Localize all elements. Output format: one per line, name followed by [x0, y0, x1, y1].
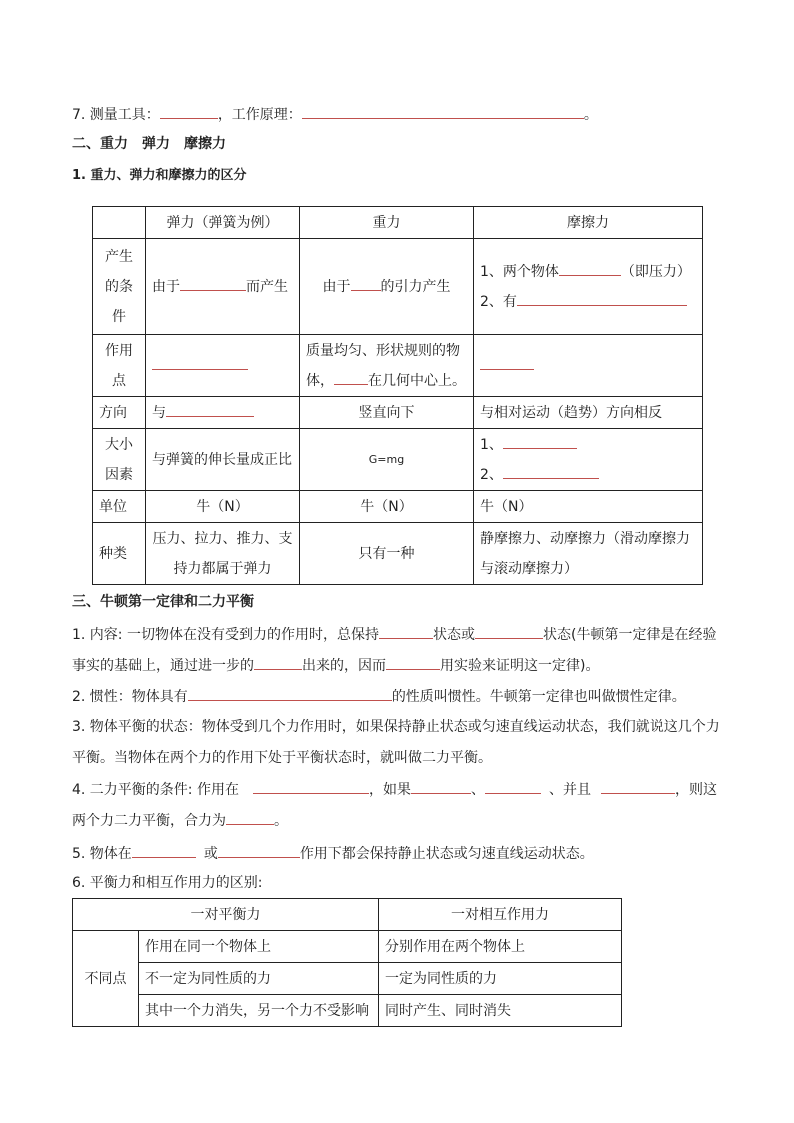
- para-4-line-1: 4. 二力平衡的条件: 作用在 ，如果 、 、并且 ，则这: [72, 779, 717, 800]
- cell-elastic-direction: 与: [146, 397, 300, 429]
- blank-net-force[interactable]: [226, 810, 274, 825]
- table-row: 不一定为同性质的力: [139, 963, 379, 995]
- row-label-size: 大小 因素: [93, 429, 146, 491]
- table-row: 同时产生、同时消失: [379, 995, 622, 1027]
- blank-friction-factor-1[interactable]: [503, 434, 577, 449]
- blank-state-2[interactable]: [475, 624, 543, 639]
- blank-elastic-point[interactable]: [152, 355, 248, 370]
- cell-gravity-condition: 由于 的引力产生: [300, 239, 474, 335]
- blank-gravity-center[interactable]: [334, 370, 368, 385]
- row-label-point: 作用 点: [93, 335, 146, 397]
- table-row: 分别作用在两个物体上: [379, 931, 622, 963]
- blank-balanced-force[interactable]: [218, 843, 300, 858]
- blank-friction-factor-2[interactable]: [503, 464, 599, 479]
- item-7: 7. 测量工具： ，工作原理： 。: [72, 104, 598, 125]
- item7-prefix: 7. 测量工具：: [72, 107, 160, 123]
- row-label-difference: 不同点: [73, 931, 139, 1027]
- cell-friction-kind: 静摩擦力、动摩擦力（滑动摩擦力 与滚动摩擦力）: [474, 523, 703, 585]
- para-2: 2. 惯性：物体具有 的性质叫惯性。牛顿第一定律也叫做惯性定律。: [72, 686, 686, 707]
- cell-gravity-size: G=mg: [300, 429, 474, 491]
- header-friction: 摩擦力: [474, 207, 703, 239]
- table-row: 其中一个力消失，另一个力不受影响: [139, 995, 379, 1027]
- section-2-sub1: 1. 重力、弹力和摩擦力的区分: [72, 168, 247, 183]
- cell-gravity-kind: 只有一种: [300, 523, 474, 585]
- cell-elastic-kind: 压力、拉力、推力、支 持力都属于弹力: [146, 523, 300, 585]
- blank-gravity-cause[interactable]: [351, 276, 381, 291]
- table-corner: [93, 207, 146, 239]
- section-3-title: 三、牛顿第一定律和二力平衡: [72, 594, 254, 610]
- blank-friction-contact[interactable]: [559, 261, 621, 276]
- blank-inertia[interactable]: [188, 686, 392, 701]
- cell-elastic-size: 与弹簧的伸长量成正比: [146, 429, 300, 491]
- item7-mid: ，工作原理：: [217, 107, 302, 123]
- para-4-line-2: 两个力二力平衡，合力为 。: [72, 810, 288, 831]
- force-comparison-table: [92, 206, 703, 585]
- cell-friction-condition: 1、两个物体 （即压力） 2、有: [474, 239, 703, 335]
- cell-elastic-condition: 由于 而产生: [146, 239, 300, 335]
- blank-same-line[interactable]: [601, 779, 675, 794]
- para-3-line-2: 平衡。当物体在两个力的作用下处于平衡状态时，就叫做二力平衡。: [72, 750, 492, 766]
- blank-reasoning[interactable]: [254, 655, 302, 670]
- para-3-line-1: 3. 物体平衡的状态：物体受到几个力作用时，如果保持静止状态或匀速直线运动状态，我们就说这几个力: [72, 719, 720, 735]
- cell-friction-direction: 与相对运动（趋势）方向相反: [474, 397, 703, 429]
- cell-elastic-point: [146, 335, 300, 397]
- cell-friction-size: 1、 2、: [474, 429, 703, 491]
- row-label-direction: 方向: [93, 397, 146, 429]
- row-label-unit: 单位: [93, 491, 146, 523]
- row-label-kind: 种类: [93, 523, 146, 585]
- row-label-condition: 产生 的条 件: [93, 239, 146, 335]
- blank-cannot[interactable]: [386, 655, 440, 670]
- para-1-line-2: 事实的基础上，通过进一步的 出来的，因而 用实验来证明这一定律)。: [72, 655, 599, 676]
- header-interaction-pair: 一对相互作用力: [379, 899, 622, 931]
- para-1-line-1: 1. 内容: 一切物体在没有受到力的作用时，总保持 状态或 状态(牛顿第一定律是在经验: [72, 624, 716, 645]
- header-balanced-pair: 一对平衡力: [73, 899, 379, 931]
- header-elastic: 弹力（弹簧为例）: [146, 207, 300, 239]
- header-gravity: 重力: [300, 207, 474, 239]
- blank-no-force[interactable]: [132, 843, 196, 858]
- blank-elastic-cause[interactable]: [180, 276, 246, 291]
- blank-state-1[interactable]: [379, 624, 433, 639]
- cell-gravity-point: 质量均匀、形状规则的物 体， 在几何中心上。: [300, 335, 474, 397]
- blank-elastic-direction[interactable]: [166, 402, 254, 417]
- section-2-title: 二、重力 弹力 摩擦力: [72, 136, 226, 152]
- cell-gravity-direction: 竖直向下: [300, 397, 474, 429]
- cell-friction-unit: 牛（N）: [474, 491, 703, 523]
- cell-friction-point: [474, 335, 703, 397]
- cell-gravity-unit: 牛（N）: [300, 491, 474, 523]
- para-6: 6. 平衡力和相互作用力的区别:: [72, 875, 263, 891]
- blank-principle[interactable]: [302, 104, 584, 119]
- table-row: 作用在同一个物体上: [139, 931, 379, 963]
- para-5: 5. 物体在 或 作用下都会保持静止状态或匀速直线运动状态。: [72, 843, 594, 864]
- table-row: 一定为同性质的力: [379, 963, 622, 995]
- blank-friction-motion[interactable]: [517, 291, 687, 306]
- blank-friction-point[interactable]: [480, 355, 534, 370]
- cell-elastic-unit: 牛（N）: [146, 491, 300, 523]
- balance-vs-interaction-table: [72, 898, 622, 1027]
- blank-equal-magnitude[interactable]: [411, 779, 471, 794]
- blank-same-object[interactable]: [253, 779, 369, 794]
- blank-tool[interactable]: [160, 104, 218, 119]
- blank-opposite-direction[interactable]: [485, 779, 541, 794]
